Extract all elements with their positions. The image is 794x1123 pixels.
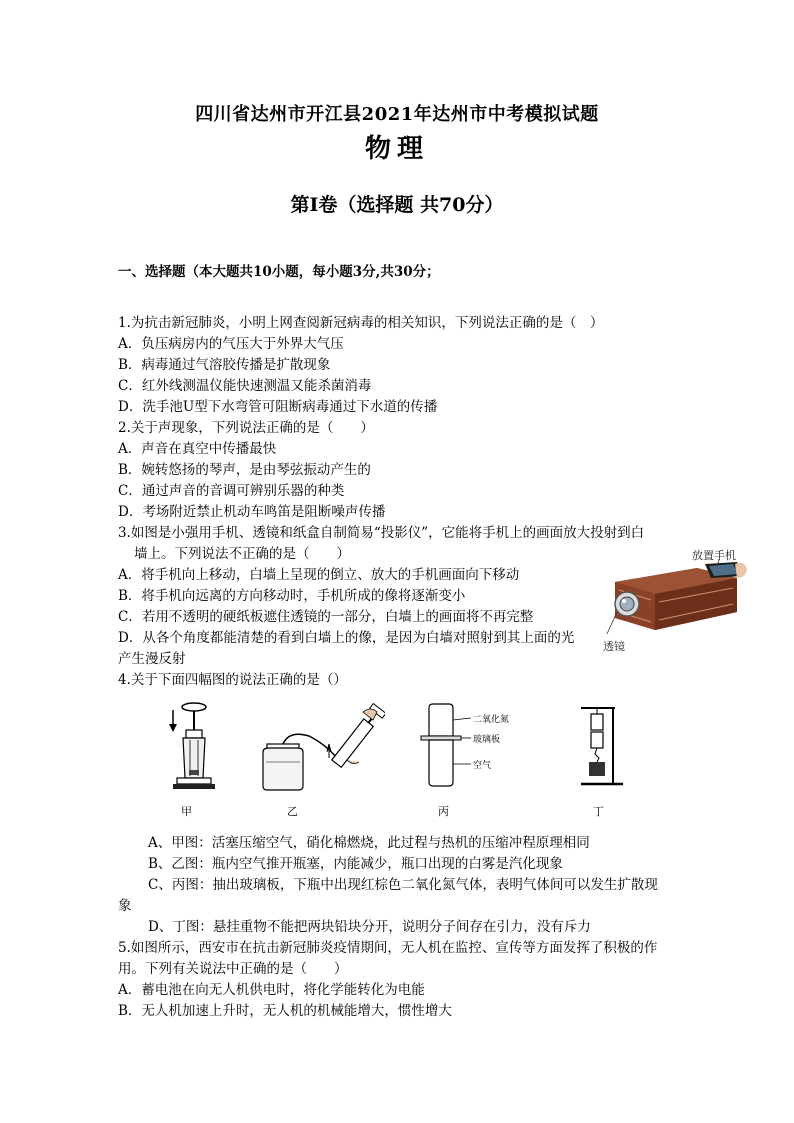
q5-stem-line1: 5.如图所示，西安市在抗击新冠肺炎疫情期间，无人机在监控、宣传等方面发挥了积极的作 — [118, 940, 658, 956]
part-title: 第Ⅰ卷（选择题 共70分） — [290, 194, 504, 216]
figure-label-bing: 丙 — [438, 805, 449, 818]
q3-option-c: C．若用不透明的硬纸板遮住透镜的一部分，白墙上的画面将不再完整 — [118, 609, 534, 625]
q3-stem-line1: 3.如图是小强用手机、透镜和纸盒自制简易“投影仪”，它能将手机上的画面放大投射到白 — [118, 525, 645, 541]
q1-stem: 1.为抗击新冠肺炎，小明上网查阅新冠病毒的相关知识，下列说法正确的是（ ） — [118, 315, 604, 331]
q3-option-d-line1: D．从各个角度都能清楚的看到白墙上的像，是因为白墙对照射到其上面的光 — [118, 630, 575, 646]
figure-label-jia: 甲 — [181, 805, 192, 818]
label-nitrogen-dioxide: 二氧化氮 — [473, 715, 510, 725]
q5-option-b: B．无人机加速上升时，无人机的机械能增大，惯性增大 — [118, 1003, 452, 1019]
q3-stem-line2: 墙上。下列说法不正确的是（ ） — [134, 546, 350, 562]
q1-option-c: C．红外线测温仪能快速测温又能杀菌消毒 — [118, 378, 372, 394]
q5-stem-line2: 用。下列有关说法中正确的是（ ） — [118, 961, 348, 977]
figure-jia-fire-syringe — [163, 700, 223, 800]
q4-stem: 4.关于下面四幅图的说法正确的是（） — [118, 672, 347, 688]
q4-option-b: B、乙图：瓶内空气推开瓶塞，内能减少，瓶口出现的白雾是汽化现象 — [148, 856, 563, 872]
subject-title: 物理 — [364, 134, 429, 164]
section-heading: 一、选择题（本大题共10小题，每小题3分,共30分； — [118, 264, 440, 280]
lens-label: 透镜 — [603, 640, 625, 653]
exam-title: 四川省达州市开江县2021年达州市中考模拟试题 — [195, 104, 599, 125]
q4-option-c-line1: C、丙图：抽出玻璃板，下瓶中出现红棕色二氧化氮气体，表明气体间可以发生扩散现 — [148, 877, 658, 893]
q1-option-b: B．病毒通过气溶胶传播是扩散现象 — [118, 357, 331, 373]
q4-option-c-line2: 象 — [118, 898, 132, 914]
q2-option-c: C．通过声音的音调可辨别乐器的种类 — [118, 483, 345, 499]
q3-option-a: A．将手机向上移动，白墙上呈现的倒立、放大的手机画面向下移动 — [118, 567, 520, 583]
label-glass-plate: 玻璃板 — [473, 735, 501, 745]
figure-ding-lead-blocks — [575, 702, 635, 802]
q2-option-b: B．婉转悠扬的琴声，是由琴弦振动产生的 — [118, 462, 371, 478]
figure-yi-bottle-pump — [255, 700, 385, 800]
q1-option-d: D．洗手池U型下水弯管可阻断病毒通过下水道的传播 — [118, 399, 438, 415]
figure-label-ding: 丁 — [593, 805, 604, 818]
phone-label: 放置手机 — [692, 549, 736, 562]
q5-option-a: A．蓄电池在向无人机供电时，将化学能转化为电能 — [118, 982, 425, 998]
q2-option-d: D．考场附近禁止机动车鸣笛是阻断噪声传播 — [118, 504, 386, 520]
q2-stem: 2.关于声现象，下列说法正确的是（ ） — [118, 420, 374, 436]
q3-option-d-line2: 产生漫反射 — [118, 651, 186, 667]
q4-option-d: D、丁图：悬挂重物不能把两块铅块分开，说明分子间存在引力，没有斥力 — [148, 919, 591, 935]
q2-option-a: A．声音在真空中传播最快 — [118, 441, 277, 457]
projector-image — [597, 560, 747, 640]
q4-option-a: A、甲图：活塞压缩空气，硝化棉燃烧，此过程与热机的压缩冲程原理相同 — [148, 835, 590, 851]
label-air: 空气 — [473, 761, 492, 771]
q3-option-b: B．将手机向远离的方向移动时，手机所成的像将逐渐变小 — [118, 588, 466, 604]
q1-option-a: A．负压病房内的气压大于外界大气压 — [118, 336, 344, 352]
figure-label-yi: 乙 — [287, 805, 298, 818]
